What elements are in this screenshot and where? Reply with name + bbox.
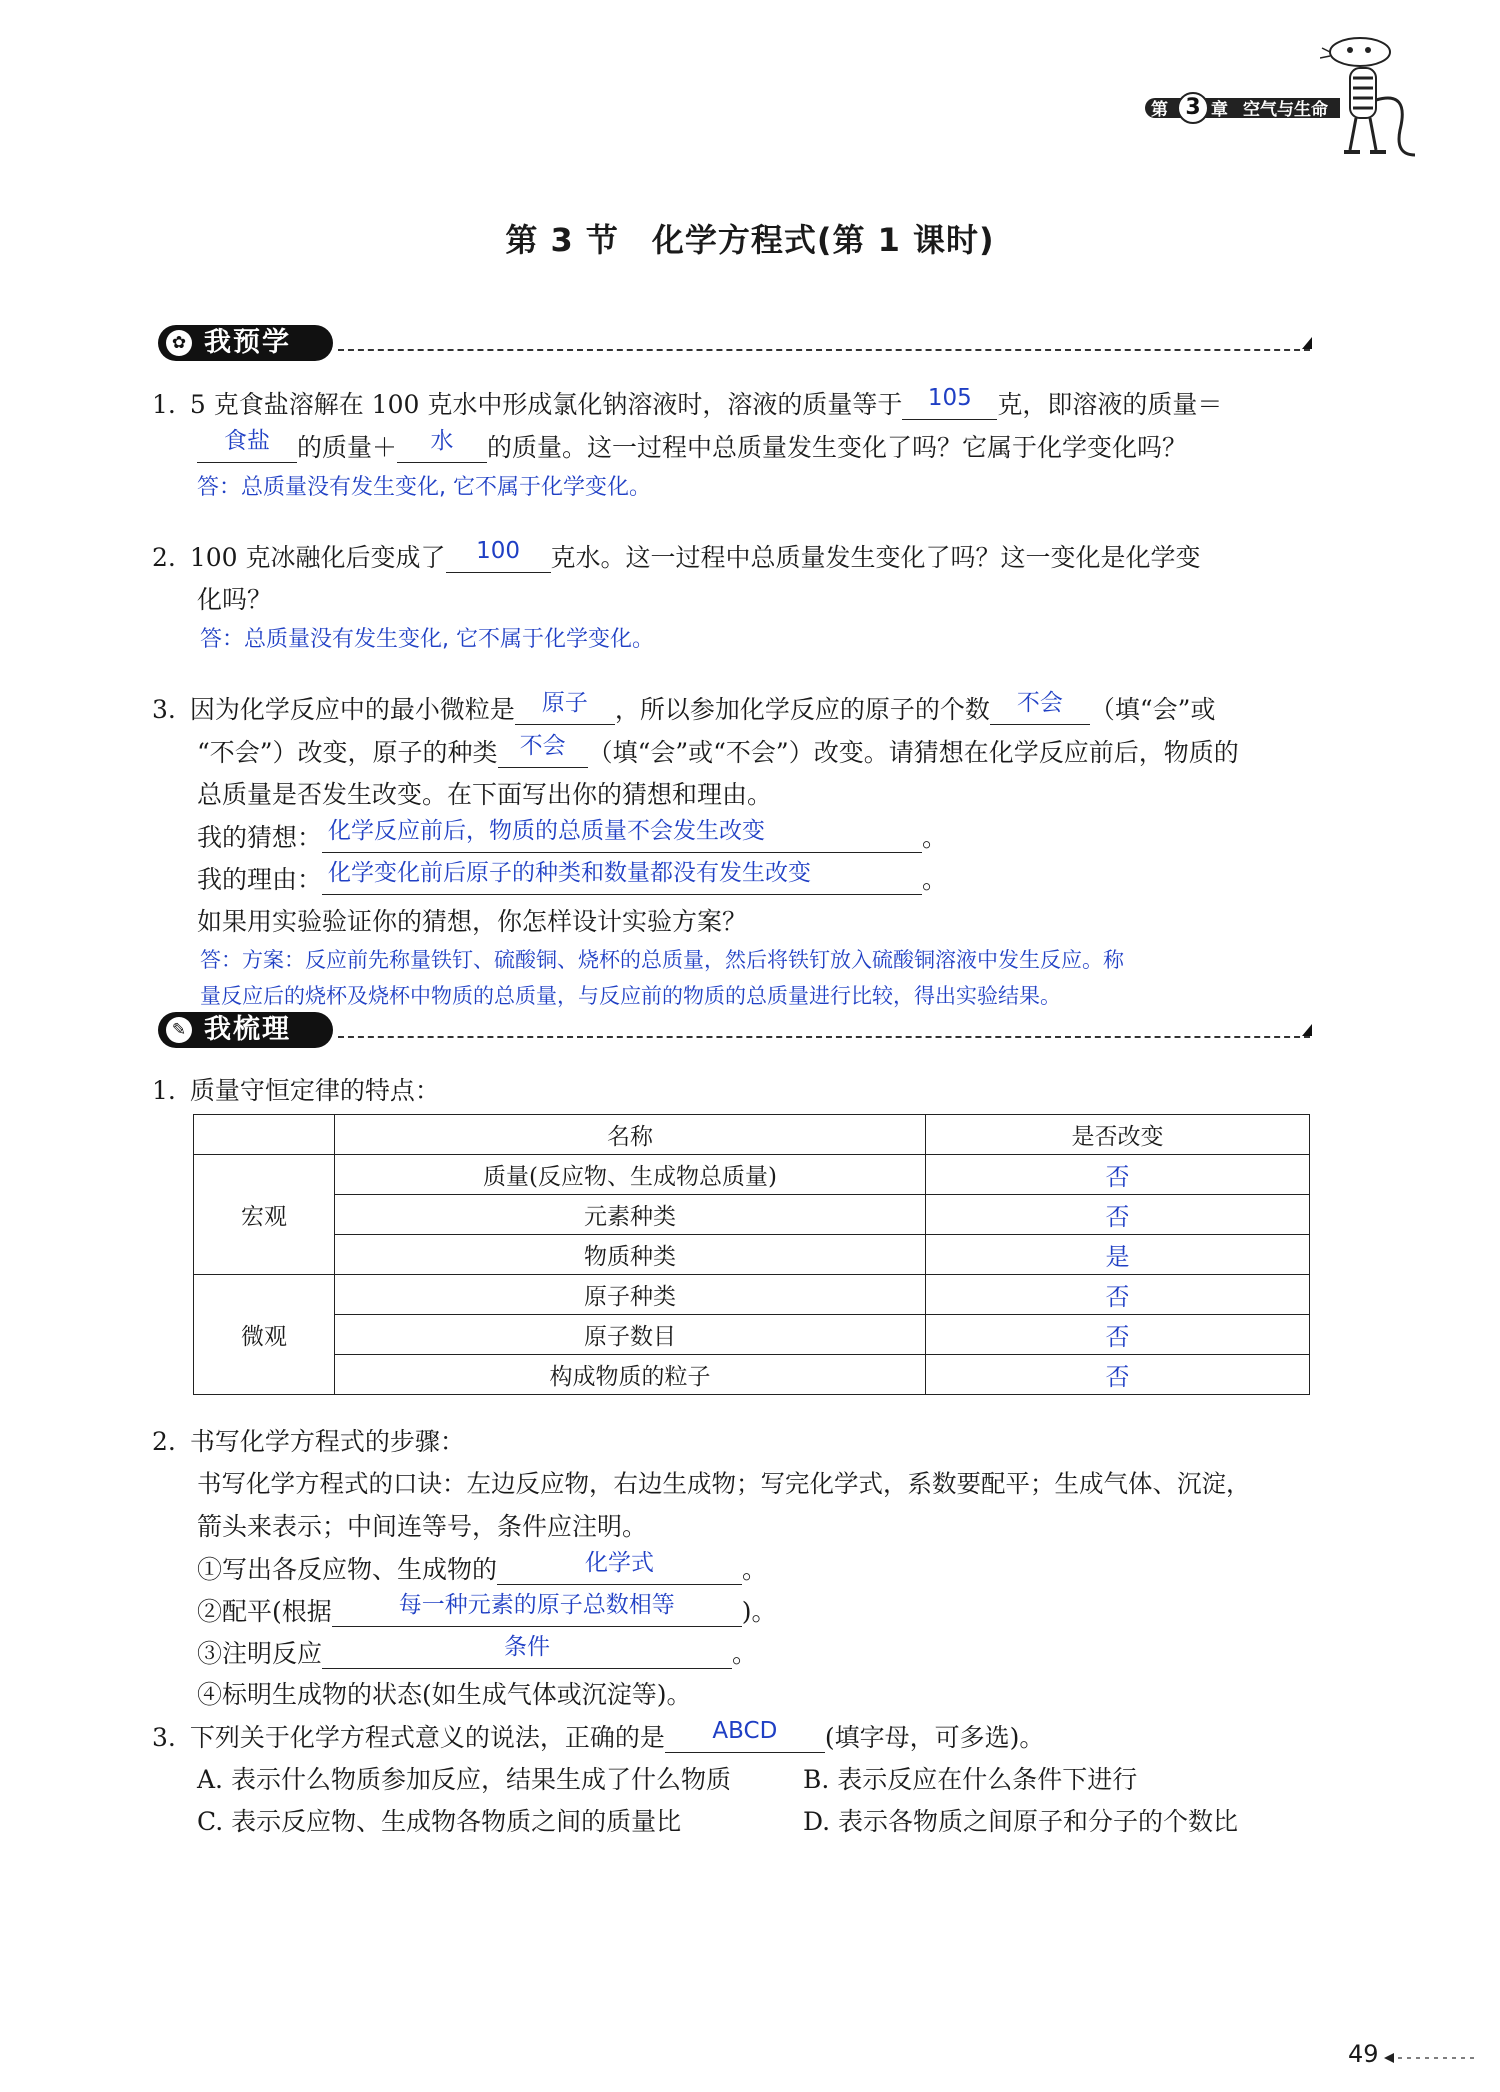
blank-reason: 化学变化前后原子的种类和数量都没有发生改变 — [322, 864, 922, 895]
blank-meaning: ABCD — [665, 1722, 825, 1753]
option-d: D. 表示各物质之间原子和分子的个数比 — [803, 1807, 1239, 1836]
review-q2-step4: ④标明生成物的状态(如生成气体或沉淀等)。 — [197, 1680, 692, 1709]
table-row: 构成物质的粒子 否 — [194, 1355, 1310, 1395]
blank-water-mass: 100 — [446, 542, 551, 573]
pen-icon: ✎ — [166, 1017, 192, 1043]
preview-q2-line2: 化吗？ — [197, 585, 273, 614]
preview-q3-design: 如果用实验验证你的猜想，你怎样设计实验方案？ — [197, 907, 748, 936]
blank-step3: 条件 — [322, 1638, 732, 1669]
arrow-left-icon — [1384, 2052, 1476, 2064]
page-title: 第 3 节 化学方程式(第 1 课时) — [505, 221, 995, 259]
col-header-name: 名称 — [335, 1115, 926, 1155]
group-macro: 宏观 — [194, 1155, 335, 1275]
section-header-preview: ✿ 我预学 — [158, 325, 1310, 365]
preview-q2-answer: 答：总质量没有发生变化, 它不属于化学变化。 — [200, 627, 654, 652]
blank-water: 水 — [397, 432, 487, 463]
blank-solution-mass: 105 — [902, 389, 997, 420]
preview-q3-reason: 我的理由： 化学变化前后原子的种类和数量都没有发生改变 。 — [197, 860, 948, 894]
tiger-mascot-icon — [1320, 30, 1420, 170]
preview-q3-line3: 总质量是否发生改变。在下面写出你的猜想和理由。 — [197, 780, 773, 809]
preview-q1-line2: 食盐 的质量＋ 水 的质量。这一过程中总质量发生变化了吗？它属于化学变化吗？ — [197, 432, 1187, 463]
blank-atom-kind: 不会 — [498, 737, 588, 768]
preview-q3-guess: 我的猜想： 化学反应前后，物质的总质量不会发生改变 。 — [197, 818, 948, 852]
table-row: 元素种类 否 — [194, 1195, 1310, 1235]
table-header-row — [194, 1115, 1310, 1155]
blank-step1: 化学式 — [497, 1554, 742, 1585]
preview-q3-line2: “不会”）改变，原子的种类 不会 （填“会”或“不会”）改变。请猜想在化学反应前后，物质的 — [197, 733, 1239, 767]
table-row: 微观 原子种类 否 — [194, 1275, 1310, 1315]
review-q2-rhyme-line1: 书写化学方程式的口诀：左边反应物，右边生成物；写完化学式，系数要配平；生成气体、沉淀， — [197, 1469, 1251, 1498]
review-q2: 2. 书写化学方程式的步骤： — [152, 1427, 465, 1456]
review-q2-rhyme-line2: 箭头来表示；中间连等号，条件应注明。 — [197, 1512, 648, 1541]
blank-guess: 化学反应前后，物质的总质量不会发生改变 — [322, 822, 922, 853]
lens-icon: ✿ — [166, 330, 192, 356]
review-q3: 3. 下列关于化学方程式意义的说法，正确的是 ABCD (填字母，可多选)。 — [152, 1718, 1045, 1752]
review-q2-step2: ②配平(根据 每一种元素的原子总数相等 )。 — [197, 1592, 777, 1626]
review-q2-step1: ①写出各反应物、生成物的 化学式 。 — [197, 1550, 768, 1584]
preview-q3-answer-line2: 量反应后的烧杯及烧杯中物质的总质量，与反应前的物质的总质量进行比较，得出实验结果。 — [200, 984, 1061, 1008]
chapter-number: 3 — [1177, 92, 1209, 124]
option-c: C. 表示反应物、生成物各物质之间的质量比 — [197, 1807, 682, 1836]
table-row: 宏观 质量(反应物、生成物总质量) 否 — [194, 1155, 1310, 1195]
review-q1: 1. 质量守恒定律的特点： — [152, 1076, 440, 1105]
group-micro: 微观 — [194, 1275, 335, 1395]
conservation-table — [193, 1114, 1310, 1395]
table-row: 物质种类 是 — [194, 1235, 1310, 1275]
option-a: A. 表示什么物质参加反应，结果生成了什么物质 — [197, 1765, 731, 1794]
blank-salt: 食盐 — [197, 432, 297, 463]
preview-q2-line1: 2. 100 克冰融化后变成了 100 克水。这一过程中总质量发生变化了吗？这一变化是化学变 — [152, 538, 1201, 572]
blank-atom-count: 不会 — [990, 694, 1090, 725]
section-header-review: ✎ 我梳理 — [158, 1012, 1310, 1052]
preview-q1-line1: 1. 5 克食盐溶解在 100 克水中形成氯化钠溶液时，溶液的质量等于 105 克，即溶液的质量＝ — [152, 385, 1223, 419]
blank-step2: 每一种元素的原子总数相等 — [332, 1596, 742, 1627]
preview-q3-line1: 3. 因为化学反应中的最小微粒是 原子 ，所以参加化学反应的原子的个数 不会 （填“会”或 — [152, 690, 1216, 724]
preview-q1-answer: 答：总质量没有发生变化, 它不属于化学变化。 — [197, 475, 651, 500]
blank-smallest-particle: 原子 — [515, 694, 615, 725]
chapter-suffix: 章 — [1211, 100, 1228, 120]
chapter-badge — [1145, 92, 1345, 122]
review-q2-step3: ③注明反应 条件 。 — [197, 1634, 758, 1668]
chapter-name: 空气与生命 — [1243, 100, 1328, 120]
option-b: B. 表示反应在什么条件下进行 — [803, 1765, 1138, 1794]
chapter-prefix: 第 — [1151, 100, 1168, 120]
table-row: 原子数目 否 — [194, 1315, 1310, 1355]
preview-q3-answer-line1: 答：方案：反应前先称量铁钉、硫酸铜、烧杯的总质量，然后将铁钉放入硫酸铜溶液中发生反应。称 — [200, 948, 1124, 972]
col-header-change: 是否改变 — [926, 1115, 1310, 1155]
page-number: 49 — [1348, 2040, 1379, 2068]
